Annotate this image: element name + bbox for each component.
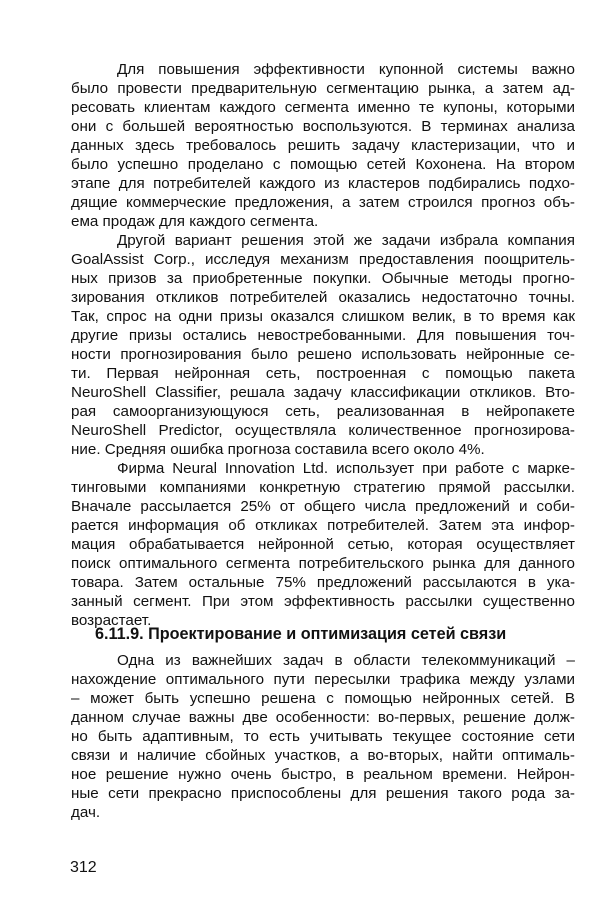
text-line: зирования откликов потребителей оказались недостаточно точны. (71, 289, 575, 306)
text-line: данном случае важны две особенности: во-первых, решение долж- (71, 709, 575, 726)
text-line: ресовать клиентам каждого сегмента именно те купоны, которыми (71, 99, 575, 116)
page-number: 312 (70, 859, 97, 876)
text-line: Одна из важнейших задач в области телекоммуникаций – (117, 652, 575, 669)
text-line: связи и наличие сбойных участков, а во-вторых, найти оптималь- (71, 747, 575, 764)
text-line: было провести предварительную сегментацию рынка, а затем ад- (71, 80, 575, 97)
text-line: возрастает. (71, 612, 152, 629)
text-line: – может быть успешно решена с помощью нейронных сетей. В (71, 690, 575, 707)
text-line: NeuroShell Predictor, осуществляла количественное прогнозирова- (71, 422, 575, 439)
text-line: другие призы остались невостребованными. Для повышения точ- (71, 327, 575, 344)
text-line: ности прогнозирования было решено использовать нейронные се- (71, 346, 575, 363)
paragraph-telecom (71, 651, 575, 822)
paragraph-coupon-segmentation (71, 60, 575, 231)
text-line: Для повышения эффективности купонной системы важно (117, 61, 575, 78)
text-line: поиск оптимального сегмента потребительского рынка для данного (71, 555, 575, 572)
text-line: Вначале рассылается 25% от общего числа предложений и соби- (71, 498, 575, 515)
text-line: GoalAssist Corp., исследуя механизм предоставления поощритель- (71, 251, 575, 268)
text-line: мация обрабатывается нейронной сетью, которая осуществляет (71, 536, 575, 553)
text-line: ных призов за приобретенные покупки. Обычные методы прогно- (71, 270, 575, 287)
text-line: ные сети прекрасно приспособлены для решения такого рода за- (71, 785, 575, 802)
text-line: дач. (71, 804, 101, 821)
paragraph-neural-innovation (71, 459, 575, 630)
text-line: дящие коммерческие предложения, а затем строился прогноз объ- (71, 194, 575, 211)
text-line: занный сегмент. При этом эффективность рассылки существенно (71, 593, 575, 610)
paragraph-goalassist (71, 231, 575, 459)
text-line: было успешно проделано с помощью сетей Кохонена. На втором (71, 156, 575, 173)
section-heading: 6.11.9. Проектирование и оптимизация сетей связи (95, 625, 507, 643)
text-line: этапе для потребителей каждого из кластеров подбирались подхо- (71, 175, 575, 192)
text-line: ние. Средняя ошибка прогноза составила всего около 4%. (71, 441, 485, 458)
text-line: ное решение нужно очень быстро, в реальном времени. Нейрон- (71, 766, 575, 783)
text-line: тинговыми компаниями конкретную стратегию прямой рассылки. (71, 479, 575, 496)
text-line: нахождение оптимального пути пересылки трафика между узлами (71, 671, 575, 688)
text-line: товара. Затем остальные 75% предложений рассылаются в ука- (71, 574, 575, 591)
text-line: Фирма Neural Innovation Ltd. использует при работе с марке- (117, 460, 575, 477)
text-line: данных здесь требовалось решить задачу кластеризации, что и (71, 137, 575, 154)
text-line: NeuroShell Classifier, решала задачу классификации откликов. Вто- (71, 384, 575, 401)
text-line: Другой вариант решения этой же задачи избрала компания (117, 232, 575, 249)
text-line: ти. Первая нейронная сеть, построенная с помощью пакета (71, 365, 575, 382)
text-line: рается информация об откликах потребителей. Затем эта инфор- (71, 517, 575, 534)
text-line: но быть адаптивным, то есть учитывать текущее состояние сети (71, 728, 575, 745)
text-line: рая самоорганизующуюся сеть, реализованная в нейропакете (71, 403, 575, 420)
text-line: они с большей вероятностью воспользуются. В терминах анализа (71, 118, 575, 135)
text-line: ема продаж для каждого сегмента. (71, 213, 319, 230)
text-line: Так, спрос на одни призы оказался слишком велик, в то время как (71, 308, 575, 325)
